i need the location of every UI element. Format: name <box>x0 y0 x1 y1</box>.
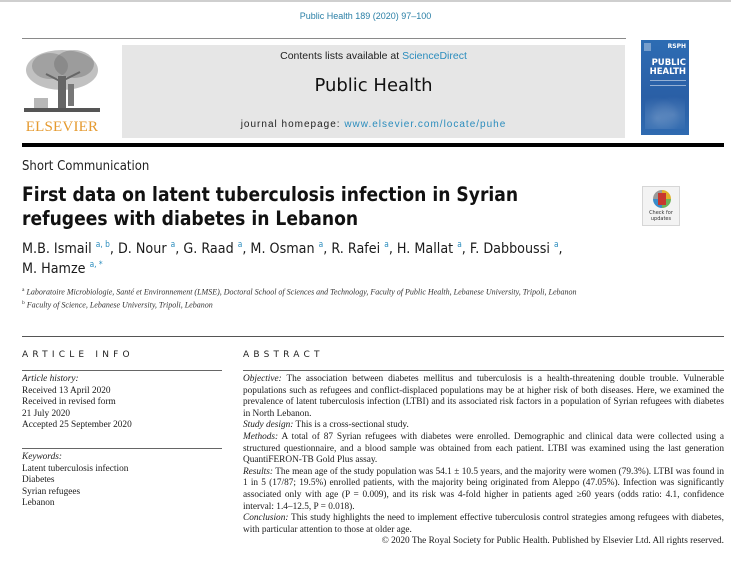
elsevier-tree-icon <box>24 46 100 114</box>
affiliation-mark: a <box>22 287 25 293</box>
keyword-item: Lebanon <box>22 498 55 509</box>
cover-rsph-badge: RSPH <box>667 43 686 50</box>
affiliation-mark: b <box>22 299 25 306</box>
cover-logo-icon <box>644 43 651 51</box>
abstract-label: Study design: <box>243 420 294 431</box>
cover-people-illustration <box>645 93 685 129</box>
elsevier-logo[interactable] <box>22 44 102 136</box>
author-name[interactable]: M. Osman <box>250 241 315 257</box>
journal-name: Public Health <box>314 75 433 96</box>
abstract-label: Results: <box>243 466 273 477</box>
homepage-prefix: journal homepage: <box>240 119 345 130</box>
keywords-label: Keywords: <box>22 451 62 462</box>
affiliation-text: Laboratoire Microbiologie, Santé et Environnement (LMSE), Doctoral School of Sciences and Technology, Faculty of Public Health, Lebanese University, Tripoli, Lebanon <box>26 287 577 297</box>
abstract-column <box>243 350 724 548</box>
abstract-section-text: The mean age of the study population was 54.1 ± 10.5 years, and the majority were women (79.3%). LTBI was found in 1 in 5 (17/87; 19.5%) enrolled patients, with the majority being originated from Aleppo (47.05%). Infection was significantly associated only with age (P = 0.009), and its risk was 4-fold higher in patients aged ≥60 years (odds ratio: 4.1, confidence interval: 1.4–12.5, P = 0.018). <box>243 466 724 512</box>
header-thick-divider <box>22 143 724 147</box>
keyword-item: Latent tuberculosis infection <box>22 463 129 474</box>
abstract-label: Objective: <box>243 374 282 384</box>
affiliation-marker[interactable]: a <box>318 240 324 251</box>
affiliation-marker[interactable]: a <box>237 240 243 251</box>
abstract-methods <box>243 432 724 467</box>
affiliation-text: Faculty of Science, Lebanese University, Tripoli, Lebanon <box>26 300 213 310</box>
cover-subtitle <box>650 80 686 86</box>
abstract-heading: ABSTRACT <box>243 350 324 360</box>
author-name[interactable]: G. Raad <box>183 241 234 257</box>
history-entry: Received 13 April 2020 <box>22 385 111 396</box>
affiliation-item <box>22 298 722 311</box>
abstract-section-text: This study highlights the need to implement effective tuberculosis control strategies among refugees with diabetes, with particular attention to those at older age. <box>243 513 724 535</box>
article-history <box>22 374 222 432</box>
history-entry: Received in revised form <box>22 397 116 408</box>
author-name[interactable]: H. Mallat <box>396 241 454 257</box>
abstract-conclusion <box>243 513 724 536</box>
affiliation-marker[interactable]: a <box>170 240 176 251</box>
abstract-body <box>243 374 724 536</box>
author-name[interactable]: F. Dabboussi <box>469 241 550 257</box>
elsevier-wordmark: ELSEVIER <box>25 119 99 135</box>
bookmark-ribbon-icon <box>658 193 666 205</box>
article-title: First data on latent tuberculosis infection in Syrian refugees with diabetes in Lebanon <box>22 183 519 230</box>
abstract-label: Methods: <box>243 431 279 442</box>
section-divider <box>22 336 724 337</box>
article-history-label: Article history: <box>22 374 79 384</box>
keyword-item: Diabetes <box>22 475 55 486</box>
affiliation-marker[interactable]: a, b <box>95 240 110 251</box>
check-for-updates-button[interactable] <box>642 186 680 226</box>
crossmark-label-line2: updates <box>650 216 672 222</box>
affiliation-item <box>22 285 722 298</box>
homepage-line <box>122 119 625 130</box>
crossmark-label <box>643 210 679 222</box>
author-list: M.B. Ismail $^{a, b}$, D. Nour $^a$, G. Raad $^a$, M. Osman $^a$, R. Rafei $^a$, H. Mallat $^a$, F. Dabboussi $^a$, M. Hamze $^{a, *}$ <box>22 240 563 277</box>
abstract-section-text: A total of 87 Syrian refugees with diabetes were enrolled. Demographic and clinical data were collected using a structured questionnaire, and a blood sample was obtained from each patient. LTBI was examined using the last generation QuantiFERON-TB Gold Plus assay. <box>243 431 724 466</box>
abstract-label: Conclusion: <box>243 513 289 524</box>
history-entry: Accepted 25 September 2020 <box>22 420 132 431</box>
history-entry: 21 July 2020 <box>22 408 71 419</box>
article-info-rule <box>22 370 222 371</box>
journal-cover-image[interactable] <box>641 40 689 135</box>
affiliation-marker[interactable]: a, * <box>89 260 103 271</box>
affiliation-marker[interactable]: a <box>457 240 462 251</box>
journal-homepage-link[interactable]: www.elsevier.com/locate/puhe <box>344 119 507 130</box>
affiliations <box>22 285 722 310</box>
keywords-rule <box>22 448 222 449</box>
contents-line <box>122 50 625 62</box>
header-divider <box>22 38 626 39</box>
abstract-results <box>243 467 724 513</box>
author-name[interactable]: D. Nour <box>117 241 167 257</box>
top-edge-rule <box>0 0 731 2</box>
article-info-column <box>22 350 222 510</box>
article-info-heading: ARTICLE INFO <box>22 350 134 360</box>
author-name[interactable]: M. Hamze <box>22 261 86 277</box>
affiliation-marker[interactable]: a <box>384 240 389 251</box>
cover-title-line1: PUBLIC <box>651 58 686 68</box>
crossmark-label-line1: Check for <box>649 210 673 216</box>
keyword-item: Syrian refugees <box>22 486 81 497</box>
sciencedirect-link[interactable]: ScienceDirect <box>402 50 467 62</box>
abstract-section-text: This is a cross-sectional study. <box>293 420 409 431</box>
copyright-notice: © 2020 The Royal Society for Public Health. Published by Elsevier Ltd. All rights reserved. <box>381 536 724 547</box>
author-name[interactable]: M.B. Ismail <box>22 241 92 257</box>
abstract-study-design <box>243 420 724 432</box>
journal-citation-link[interactable]: Public Health 189 (2020) 97–100 <box>299 11 432 21</box>
abstract-section-text: The association between diabetes mellitus and tuberculosis is a health-threatening double trouble. Vulnerable populations such as refugees and conflict-displaced populations may be at higher risk of both diseases. Here, we examined the prevalence of latent tuberculosis infection (LTBI) and its associated risk factors in a population of Syrian refugees with diabetes in North Lebanon. <box>243 374 724 419</box>
affiliation-marker[interactable]: a <box>553 240 559 251</box>
article-type: Short Communication <box>22 159 150 174</box>
contents-prefix: Contents lists available at <box>280 50 403 62</box>
keywords <box>22 452 222 510</box>
author-name[interactable]: R. Rafei <box>331 241 381 257</box>
cover-title <box>650 59 686 77</box>
abstract-objective <box>243 374 724 420</box>
journal-banner <box>122 45 625 138</box>
cover-title-line2: HEALTH <box>649 67 686 77</box>
abstract-rule <box>243 370 724 371</box>
